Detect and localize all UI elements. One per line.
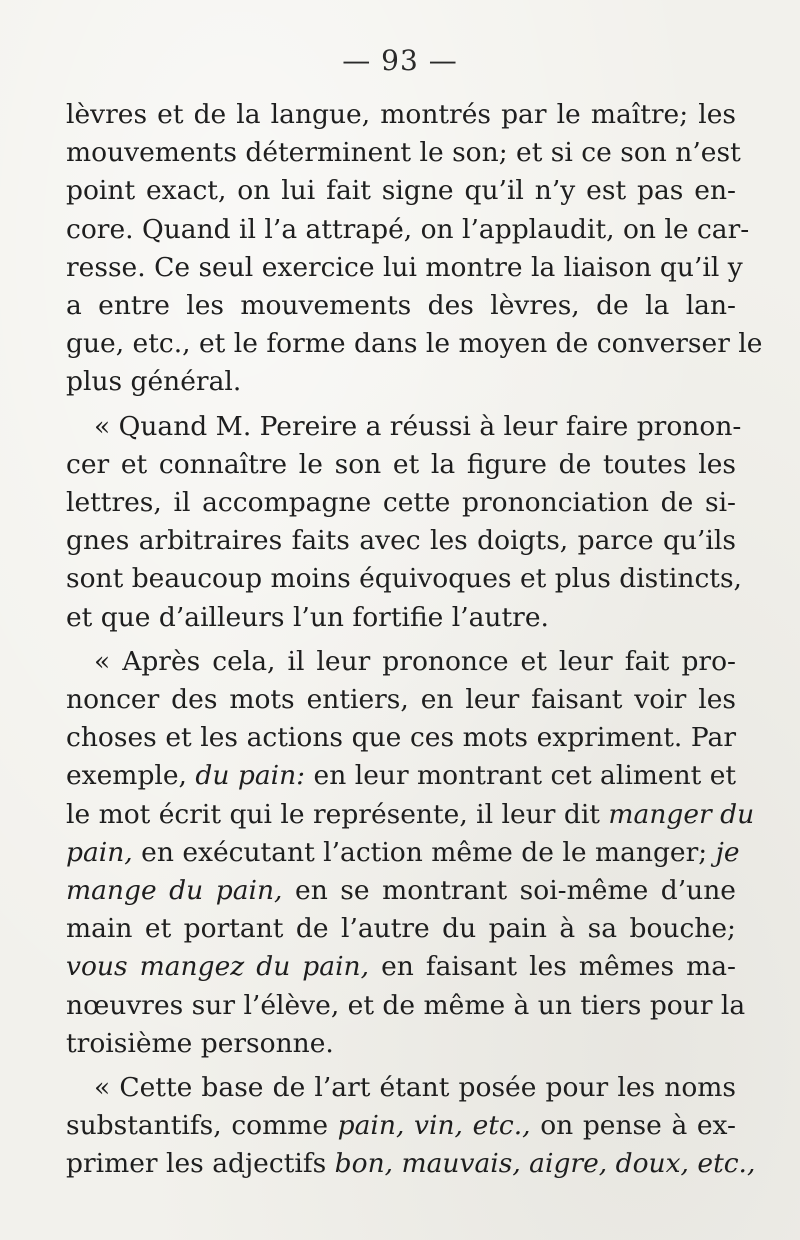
text-run: lèvres et de la langue, montrés par le maître; les [66, 99, 736, 130]
text-run: choses et les actions que ces mots expriment. Par [66, 722, 736, 754]
text-run: main et portant de l’autre du pain à sa bouche; [66, 913, 736, 945]
text-line [66, 987, 746, 1025]
text-run: troisième personne. [66, 1027, 334, 1059]
italic-text: vous mangez du pain, [66, 951, 370, 983]
text-line [66, 599, 736, 637]
paragraph [66, 96, 763, 402]
text-line [66, 948, 736, 986]
text-run: en faisant les mêmes ma- [369, 951, 736, 983]
text-run: mouvements déterminent le son; et si ce son n’est [66, 137, 741, 169]
text-line [66, 1025, 736, 1063]
text-run: substantifs, comme [66, 1110, 338, 1142]
text-run: primer les adjectifs [66, 1148, 335, 1180]
paragraph [66, 408, 742, 637]
text-run: sont beaucoup moins équivoques et plus distincts, [66, 563, 742, 595]
text-run: en exécutant l’action même de le manger; [132, 836, 716, 868]
text-run: a entre les mouvements des lèvres, de la lan- [66, 290, 736, 322]
text-run: plus général. [66, 366, 242, 398]
text-run: gue, etc., et le forme dans le moyen de converser le [66, 328, 763, 360]
text-run: nœuvres sur l’élève, et de même à un tiers pour la [66, 989, 746, 1021]
text-run: « Quand M. Pereire a réussi à leur faire pronon- [94, 410, 742, 442]
text-run: « Cette base de l’art étant posée pour les noms [94, 1072, 736, 1104]
italic-text: pain, [66, 836, 133, 868]
text-line [66, 211, 750, 249]
text-line [66, 719, 736, 757]
text-line [66, 1069, 736, 1107]
text-run: gnes arbitraires faits avec les doigts, parce qu’ils [66, 525, 736, 557]
text-run: lettres, il accompagne cette prononciation de si- [66, 487, 736, 519]
italic-text: manger du [608, 798, 755, 830]
italic-text: je [715, 836, 740, 868]
text-line [66, 643, 736, 681]
text-line [66, 325, 763, 363]
text-run: le mot écrit qui le représente, il leur dit [66, 798, 609, 830]
page-number: — 93 — [342, 44, 458, 77]
text-line [66, 96, 736, 134]
text-line [66, 796, 755, 834]
paragraph [66, 643, 755, 1063]
text-run: exemple, [66, 760, 196, 792]
body-text [66, 96, 763, 1184]
italic-text: pain, vin, etc., [337, 1110, 531, 1142]
paragraph [66, 1069, 756, 1184]
text-line [66, 1145, 756, 1183]
text-line [66, 446, 736, 484]
italic-text: mange du pain, [66, 875, 283, 907]
text-line [66, 134, 741, 172]
text-run: en leur montrant cet aliment et [305, 760, 737, 792]
text-run: cer et connaître le son et la figure de toutes les [66, 448, 736, 480]
text-line [66, 363, 736, 401]
text-line [66, 1107, 736, 1145]
text-line [66, 910, 736, 948]
text-line [66, 872, 736, 910]
text-line [66, 560, 742, 598]
text-line [66, 249, 743, 287]
text-line [66, 287, 736, 325]
text-run: « Après cela, il leur prononce et leur fait pro- [94, 645, 736, 677]
text-run: et que d’ailleurs l’un fortifie l’autre. [66, 601, 549, 633]
text-run: on pense à ex- [530, 1110, 736, 1142]
italic-text: bon, mauvais, aigre, doux, etc., [334, 1148, 756, 1180]
text-run: resse. Ce seul exercice lui montre la liaison qu’il y [66, 251, 743, 283]
text-line [66, 757, 736, 795]
text-line [66, 484, 736, 522]
text-line [66, 522, 736, 560]
text-run: en se montrant soi-même d’une [282, 875, 736, 907]
text-line [66, 172, 736, 210]
text-run: point exact, on lui fait signe qu’il n’y est pas en- [66, 175, 736, 207]
italic-text: du pain: [195, 760, 306, 792]
text-run: core. Quand il l’a attrapé, on l’applaudit, on le car- [66, 213, 750, 245]
text-run: noncer des mots entiers, en leur faisant voir les [66, 684, 736, 716]
text-line [66, 408, 742, 446]
text-line [66, 681, 736, 719]
text-line [66, 834, 740, 872]
